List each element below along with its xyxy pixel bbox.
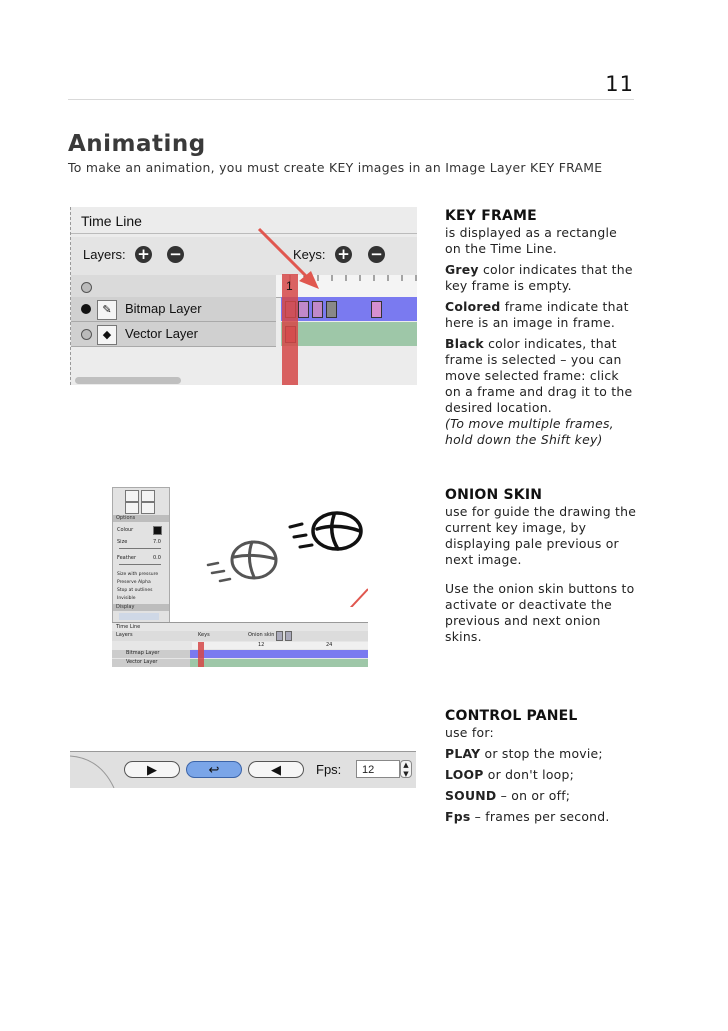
- onion-layers-label: Layers: [116, 632, 133, 638]
- timeline-title: Time Line: [81, 213, 142, 229]
- eraser-tool-icon[interactable]: [125, 502, 139, 514]
- checkbox-size-pressure[interactable]: Size with pressure: [117, 572, 159, 577]
- bitmap-layer-icon: ✎: [97, 300, 117, 320]
- tools-panel: [112, 487, 170, 624]
- onion-skin-label: Onion skin: [248, 632, 275, 638]
- loop-button[interactable]: ↩: [186, 761, 242, 778]
- vector-layer-icon: ◆: [97, 325, 117, 345]
- key-frame[interactable]: [298, 301, 309, 318]
- remove-key-icon[interactable]: −: [368, 246, 385, 263]
- onion-skin-text2: Use the onion skin buttons to activate or deactivate the previous and next onion skins.: [445, 581, 635, 644]
- fps-input[interactable]: 12: [356, 760, 400, 778]
- vector-frame-track[interactable]: [281, 322, 417, 346]
- onion-bitmap-name: Bitmap Layer: [112, 650, 190, 658]
- onion-timeline: [112, 622, 368, 667]
- onion-playhead[interactable]: [198, 642, 204, 667]
- black-word: Black: [445, 336, 484, 351]
- black-text: color indicates, that frame is selected – you can move selected frame: click on a frame and drag it to the desired location.: [445, 336, 633, 415]
- fps-text: – frames per second.: [470, 809, 610, 824]
- sound-paragraph: [445, 788, 637, 804]
- onion-skin-screenshot: [112, 487, 368, 667]
- fps-paragraph: [445, 809, 637, 825]
- onion-drawing: [172, 497, 368, 607]
- shift-note: (To move multiple frames, hold down the Shift key): [445, 416, 614, 447]
- panel-curve: [70, 752, 130, 788]
- page-title: Animating: [68, 131, 206, 157]
- timeline-header-row: [71, 275, 276, 298]
- play-text: or stop the movie;: [480, 746, 603, 761]
- play-paragraph: [445, 746, 637, 762]
- onion-next-button[interactable]: [285, 631, 292, 641]
- onion-bitmap-row[interactable]: [112, 650, 368, 658]
- feather-slider[interactable]: [119, 564, 161, 565]
- loop-word: LOOP: [445, 767, 484, 782]
- checkbox-stop-outlines[interactable]: Stop at outlines: [117, 588, 153, 593]
- page-number: 11: [605, 72, 634, 96]
- loop-text: or don't loop;: [483, 767, 575, 782]
- page-subtitle: To make an animation, you must create KEY images in an Image Layer KEY FRAME: [68, 160, 603, 175]
- fps-label: Fps:: [316, 762, 342, 777]
- frame-number: 1: [286, 279, 293, 293]
- colored-paragraph: [445, 299, 637, 331]
- colour-label: Colour: [117, 527, 134, 533]
- colour-swatch[interactable]: [153, 526, 162, 535]
- layer-row-vector[interactable]: [71, 322, 276, 347]
- remove-layer-icon[interactable]: −: [167, 246, 184, 263]
- visibility-toggle-icon[interactable]: [81, 282, 92, 293]
- options-strip: Options: [113, 515, 169, 522]
- onion-vector-name: Vector Layer: [112, 659, 190, 667]
- onion-prev-button[interactable]: [276, 631, 283, 641]
- timeline-toolbar: [71, 237, 417, 277]
- onion-ruler: [192, 642, 368, 649]
- control-panel-screenshot: [70, 751, 416, 788]
- play-button[interactable]: ▶: [124, 761, 180, 778]
- grey-paragraph: [445, 262, 637, 294]
- add-key-icon[interactable]: +: [335, 246, 352, 263]
- layer-name-vector: Vector Layer: [125, 326, 198, 341]
- key-frame-heading: KEY FRAME: [445, 208, 537, 224]
- grey-word: Grey: [445, 262, 479, 277]
- pencil-tool-icon[interactable]: [141, 502, 155, 514]
- add-layer-icon[interactable]: +: [135, 246, 152, 263]
- arrow-annotation-icon: [251, 225, 331, 295]
- timeline-screenshot: [70, 207, 417, 385]
- timeline-divider: [71, 233, 417, 234]
- layer-name-bitmap: Bitmap Layer: [125, 301, 202, 316]
- onion-skin-text1: use for guide the drawing the current key image, by displaying pale previous or next image.: [445, 504, 637, 567]
- key-frame[interactable]: [371, 301, 382, 318]
- control-panel-heading: CONTROL PANEL: [445, 708, 578, 724]
- feather-value: 0.0: [153, 555, 161, 561]
- pointer-tool-icon[interactable]: [141, 490, 155, 502]
- layers-label: Layers:: [83, 247, 126, 262]
- onion-ruler-mark: 12: [258, 642, 265, 648]
- onion-keys-label: Keys: [198, 632, 210, 638]
- key-frame[interactable]: [312, 301, 323, 318]
- checkbox-list[interactable]: [117, 571, 158, 603]
- size-slider[interactable]: [119, 548, 161, 549]
- onion-vector-row[interactable]: [112, 659, 368, 667]
- colored-text: frame indicate that here is an image in frame.: [445, 299, 629, 330]
- checkbox-invisible[interactable]: Invisible: [117, 596, 136, 601]
- control-panel-intro: use for:: [445, 725, 494, 740]
- display-buttons[interactable]: [119, 613, 159, 620]
- fps-word: Fps: [445, 809, 471, 824]
- key-frame-section: [445, 208, 637, 448]
- bitmap-frame-track[interactable]: [281, 297, 417, 321]
- onion-skin-section: [445, 487, 637, 645]
- keys-label: Keys:: [293, 247, 326, 262]
- header-rule: [68, 99, 634, 100]
- sound-word: SOUND: [445, 788, 497, 803]
- grey-text: color indicates that the key frame is empty.: [445, 262, 633, 293]
- onion-skin-heading: ONION SKIN: [445, 487, 543, 503]
- colored-word: Colored: [445, 299, 501, 314]
- select-tool-icon[interactable]: [125, 490, 139, 502]
- onion-toolbar: [112, 631, 368, 641]
- black-paragraph: [445, 336, 637, 416]
- horizontal-scrollbar[interactable]: [75, 377, 181, 384]
- checkbox-preserve-alpha[interactable]: Preserve Alpha: [117, 580, 151, 585]
- fps-stepper-icon[interactable]: ▲ ▼: [400, 760, 412, 778]
- visibility-dot-icon[interactable]: [81, 304, 91, 314]
- feather-label: Feather: [117, 555, 137, 561]
- sound-button[interactable]: ◀: [248, 761, 304, 778]
- display-strip: Display: [113, 604, 169, 611]
- size-value: 7.0: [153, 539, 161, 545]
- key-frame-intro: is displayed as a rectangle on the Time Line.: [445, 225, 618, 256]
- size-label: Size: [117, 539, 128, 545]
- control-panel-section: [445, 708, 637, 825]
- layer-row-bitmap[interactable]: [71, 297, 276, 322]
- key-frame-empty[interactable]: [326, 301, 337, 318]
- onion-timeline-title: Time Line: [116, 624, 141, 630]
- onion-ruler-mark: 24: [326, 642, 333, 648]
- sound-text: – on or off;: [496, 788, 571, 803]
- visibility-dot-icon[interactable]: [81, 329, 92, 340]
- play-word: PLAY: [445, 746, 481, 761]
- loop-paragraph: [445, 767, 637, 783]
